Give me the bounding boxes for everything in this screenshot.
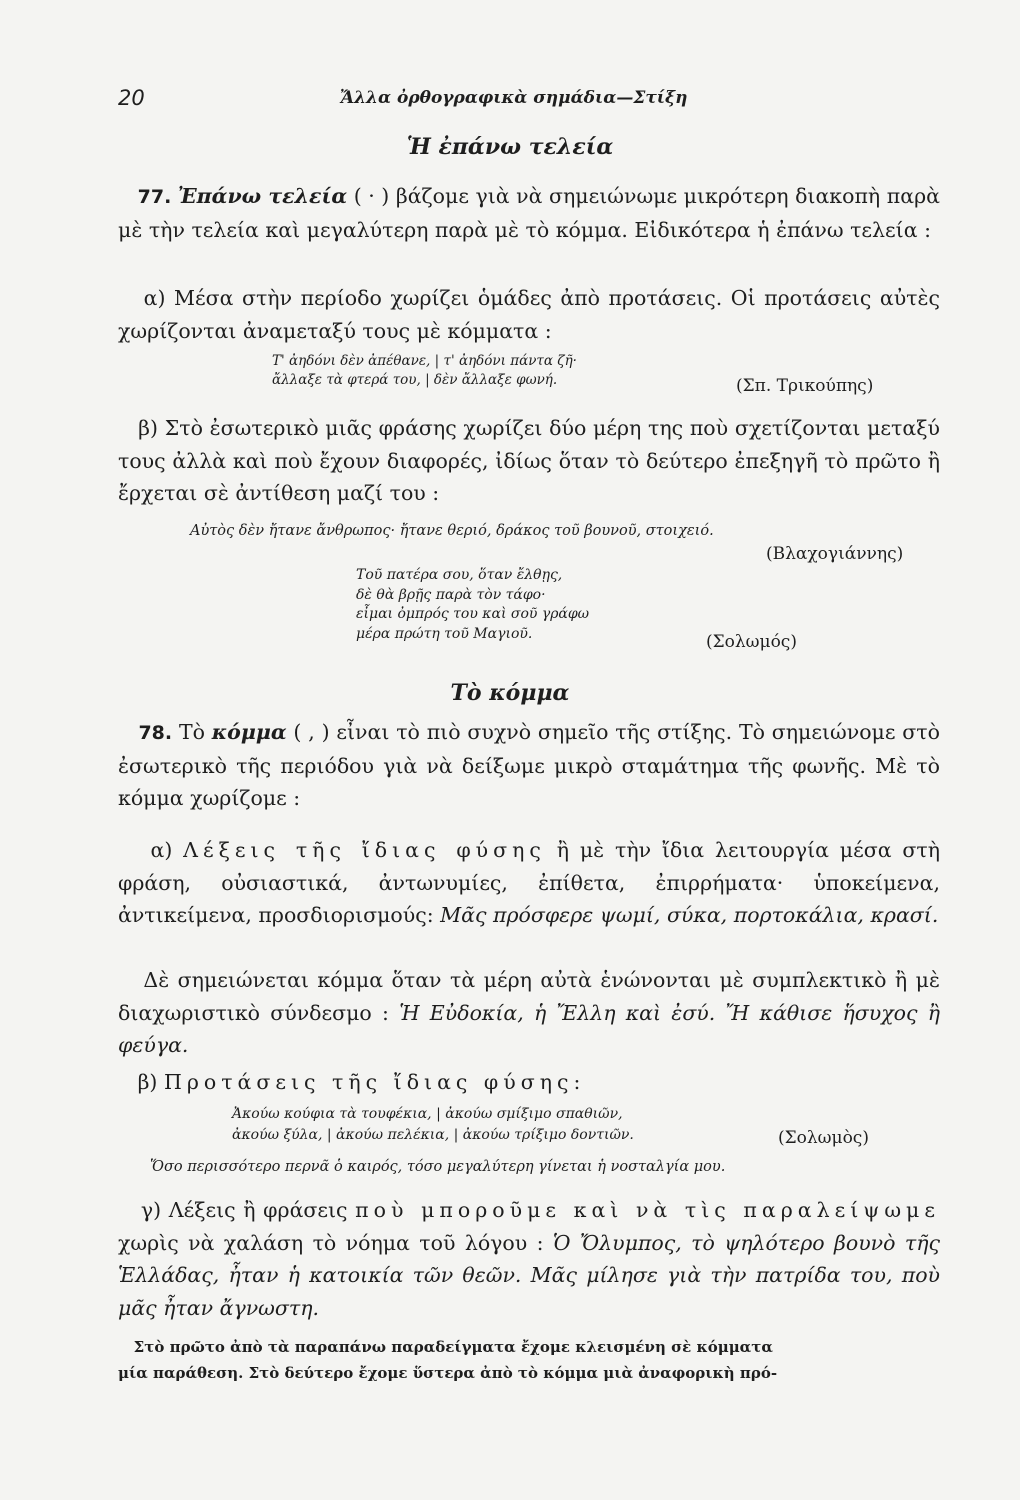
spaced-term: Προτάσεις τῆς ἴδιας φύσης: (163, 1070, 586, 1094)
para-77-b (118, 412, 940, 510)
section-heading-comma: Τὸ κόμμα (450, 680, 570, 706)
para-77-a-text: α) Μέσα στὴν περίοδο χωρίζει ὁμάδες ἀπὸ προτάσεις. Οἱ προτάσεις αὐτὲς χωρίζονται ἀναμεταξύ τους μὲ κόμματα : (118, 286, 940, 343)
paragraph-number: 78. (138, 722, 173, 744)
para-78-a (118, 834, 940, 932)
verse-solomos (356, 566, 589, 644)
example-text: Μᾶς πρόσφερε ψωμί, σύκα, πορτοκάλια, κρασί. (440, 903, 939, 927)
para-78-c-text-2: χωρὶς νὰ χαλάση τὸ νόημα τοῦ λόγου : (118, 1230, 553, 1255)
verse-line: Ἀκούω κούφια τὰ τουφέκια, | ἀκούω σμίξιμο σπαθιῶν, (232, 1106, 623, 1122)
verse-solomos-2 (232, 1104, 634, 1146)
section-heading-upper-dot: Ἡ ἐπάνω τελεία (406, 134, 614, 160)
attribution-vlachogiannis: (Βλαχογιάννης) (766, 544, 904, 564)
attribution-solomos-2: (Σολωμὸς) (778, 1128, 869, 1148)
running-header (118, 86, 938, 116)
running-title: Ἄλλα ὀρθογραφικὰ σημάδια—Στίξη (340, 88, 688, 108)
verse-line: Τοῦ πατέρα σου, ὅταν ἔλθῃς, (356, 567, 563, 583)
verse-line: εἶμαι ὀμπρός του καὶ σοῦ γράφω (356, 606, 590, 622)
verse-line: ἄλλαξε τὰ φτερά του, | δὲν ἄλλαξε φωνή. (272, 372, 558, 388)
example-text: Ἡ Εὐδοκία, ἡ Ἔλλη καὶ ἐσύ. Ἤ κάθισε ἥσυχος ἢ φεύγα. (118, 1000, 940, 1057)
paragraph-number: 77. (137, 186, 172, 208)
para-78-c-text: γ) Λέξεις ἢ φράσεις (140, 1198, 356, 1222)
example-text: Ὁ Ὄλυμπος, τὸ ψηλότερο βουνὸ τῆς Ἑλλάδας, ἦταν ἡ κατοικία τῶν θεῶν. Μᾶς μίλησε γιὰ τὴν πατρίδα του, ποὺ μᾶς ἦταν ἄγνωστη. (118, 1230, 940, 1320)
verse-line: μέρα πρώτη τοῦ Μαγιοῦ. (356, 625, 533, 642)
para-78-note (118, 964, 940, 1062)
note-text: Δὲ σημειώνεται κόμμα ὅταν τὰ μέρη αὐτὰ ἑνώνονται μὲ συμπλεκτικὸ ἢ μὲ διαχωριστικὸ σύνδεσμο : (118, 968, 940, 1025)
para-78-intro (118, 716, 940, 815)
para-77-text: ( · ) βάζομε γιὰ νὰ σημειώνωμε μικρότερη διακοπὴ παρὰ μὲ τὴν τελεία καὶ μεγαλύτερη παρὰ μὲ τὸ κόμμα. Εἰδικότερα ἡ ἐπάνω τελεία : (118, 184, 940, 242)
closing-note (118, 1334, 940, 1386)
spaced-term: ποὺ μποροῦμε καὶ νὰ τὶς παραλείψωμε (355, 1198, 940, 1222)
closing-line: Στὸ πρῶτο ἀπὸ τὰ παραπάνω παραδείγματα ἔχομε κλεισμένη σὲ κόμματα (133, 1338, 773, 1356)
item-label: α) (150, 838, 184, 862)
verse-line: δὲ θὰ βρῇς παρὰ τὸν τάφο· (356, 586, 546, 603)
closing-line: μία παράθεση. Στὸ δεύτερο ἔχομε ὕστερα ἀπὸ τὸ κόμμα μιὰ ἀναφορικὴ πρό- (118, 1364, 778, 1382)
para-78-text: ( , ) εἶναι τὸ πιὸ συχνὸ σημεῖο τῆς στίξης. Τὸ σημειώνομε στὸ ἐσωτερικὸ τῆς περιόδου γιὰ νὰ δείξωμε μικρὸ σταμάτημα τῆς φωνῆς. Μὲ τὸ κόμμα χωρίζομε : (118, 720, 940, 810)
verse-line: Τ' ἀηδόνι δὲν ἀπέθανε, | τ' ἀηδόνι πάντα ζῆ· (272, 353, 577, 369)
attribution-solomos: (Σολωμός) (706, 632, 797, 652)
para-78-c (118, 1194, 940, 1324)
term-comma: κόμμα (211, 720, 287, 744)
example-nostalgia: Ὅσο περισσότερο περνᾶ ὁ καιρός, τόσο μεγαλύτερη γίνεται ἡ νοσταλγία μου. (150, 1159, 726, 1175)
para-78-pre: Τὸ (172, 720, 212, 744)
verse-line: ἀκούω ξύλα, | ἀκούω πελέκια, | ἀκούω τρίξιμο δοντιῶν. (232, 1127, 634, 1143)
page-number: 20 (118, 86, 145, 110)
item-label: β) (137, 1070, 164, 1094)
term-upper-dot: Ἐπάνω τελεία (177, 184, 348, 208)
attribution-trikoupis: (Σπ. Τρικούπης) (736, 376, 874, 396)
para-77-b-text: β) Στὸ ἐσωτερικὸ μιᾶς φράσης χωρίζει δύο μέρη της ποὺ σχετίζονται μεταξύ τους ἀλλὰ καὶ ποὺ ἔχουν διαφορές, ἰδίως ὅταν τὸ δεύτερο ἐπεξηγῆ τὸ πρῶτο ἢ ἔρχεται σὲ ἀντίθεση μαζί του : (118, 416, 940, 505)
example-vlachogiannis: Αὐτὸς δὲν ἤτανε ἄνθρωπος· ἤτανε θεριό, δράκος τοῦ βουνοῦ, στοιχειό. (190, 523, 714, 539)
para-78-b (118, 1066, 940, 1099)
verse-trikoupis (272, 352, 577, 390)
para-78-a-text: ἢ μὲ τὴν ἴδια λειτουργία μέσα στὴ φράση, οὐσιαστικά, ἀντωνυμίες, ἐπίθετα, ἐπιρρήματα· ὑποκείμενα, ἀντικείμενα, προσδιορισμούς: (118, 838, 940, 927)
para-77-intro (118, 180, 940, 246)
spaced-term: Λέξεις τῆς ἴδιας φύσης (183, 838, 546, 862)
para-77-a (118, 282, 940, 347)
